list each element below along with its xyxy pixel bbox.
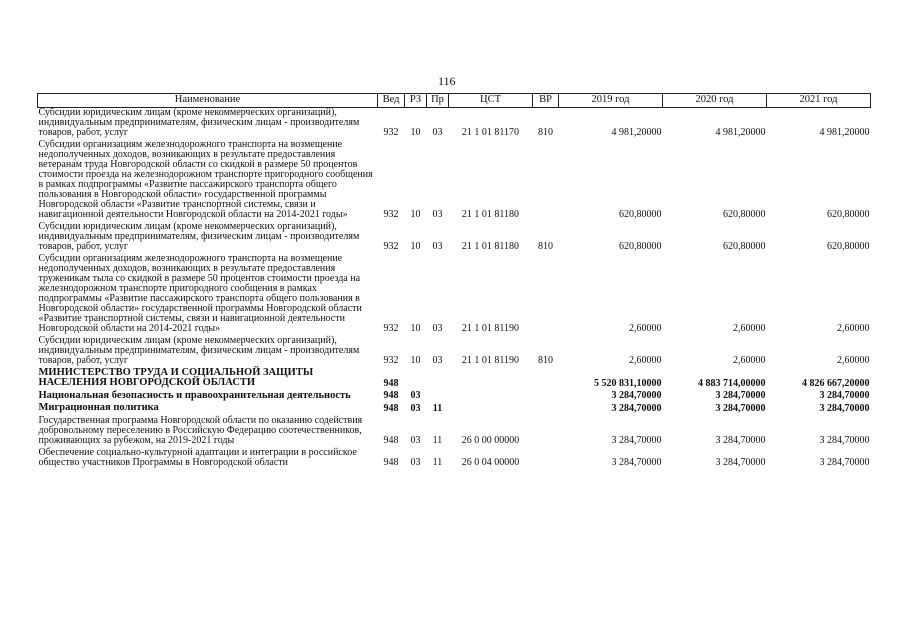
cell-vr: 810 (538, 354, 553, 366)
cell-y2021: 2,60000 (837, 354, 870, 366)
table-row (38, 140, 871, 222)
cell-y2019: 4 981,20000 (611, 126, 662, 138)
cell-cst: 21 1 01 81180 (461, 208, 520, 220)
cell-y2020: 4 981,20000 (715, 126, 766, 138)
cell-y2021: 620,80000 (827, 240, 870, 252)
table-row (38, 222, 871, 254)
cell-ved: 948 (383, 402, 399, 414)
cell-vr (533, 254, 559, 336)
table-row (38, 368, 871, 391)
cell-vr (533, 140, 559, 222)
cell-y2021: 4 826 667,20000 (802, 377, 870, 389)
cell-y2019: 2,60000 (629, 354, 662, 366)
cell-cst: 21 1 01 81190 (461, 354, 520, 366)
cell-y2019: 2,60000 (629, 322, 662, 334)
cell-cst: 26 0 04 00000 (461, 456, 520, 468)
cell-cst (449, 403, 533, 416)
cell-rz: 10 (410, 208, 421, 220)
cell-vr: 810 (538, 240, 553, 252)
cell-y2019: 5 520 831,10000 (594, 377, 662, 389)
cell-pr: 03 (432, 240, 443, 252)
cell-y2020: 3 284,70000 (715, 456, 766, 468)
cell-cst (449, 391, 533, 404)
cell-y2021: 4 981,20000 (819, 126, 870, 138)
cell-y2021: 3 284,70000 (819, 434, 870, 446)
header-2020: 2020 год (663, 94, 767, 108)
header-name: Наименование (38, 94, 378, 108)
cell-rz: 03 (410, 402, 421, 414)
cell-ved: 948 (383, 390, 399, 401)
table-header-row (38, 94, 871, 108)
cell-name: Субсидии юридическим лицам (кроме некоммерческих организаций), индивидуальным предпринимателям, физическим лицам - производителям товаров, работ, услуг (38, 334, 360, 366)
cell-y2019: 620,80000 (619, 208, 662, 220)
cell-y2019: 3 284,70000 (611, 434, 662, 446)
cell-y2021: 3 284,70000 (819, 390, 870, 401)
cell-y2020: 3 284,70000 (715, 402, 766, 414)
cell-vr (533, 368, 559, 391)
cell-ved: 932 (383, 126, 399, 138)
cell-pr: 03 (432, 354, 443, 366)
cell-cst (449, 368, 533, 391)
cell-y2020: 620,80000 (723, 208, 766, 220)
cell-rz (405, 368, 427, 391)
cell-ved: 932 (383, 322, 399, 334)
cell-pr (427, 368, 449, 391)
table-row (38, 448, 871, 470)
cell-pr (427, 391, 449, 404)
cell-rz: 10 (410, 322, 421, 334)
header-2019: 2019 год (559, 94, 663, 108)
cell-pr: 03 (432, 322, 443, 334)
table-row (38, 416, 871, 448)
cell-name: Миграционная политика (38, 402, 159, 413)
table-row (38, 403, 871, 416)
header-2021: 2021 год (767, 94, 871, 108)
cell-y2021: 620,80000 (827, 208, 870, 220)
cell-rz: 03 (410, 456, 421, 468)
cell-pr: 11 (432, 402, 443, 414)
cell-cst: 21 1 01 81190 (461, 322, 520, 334)
cell-rz: 03 (410, 390, 421, 401)
cell-rz: 10 (410, 354, 421, 366)
table-row (38, 254, 871, 336)
cell-y2019: 3 284,70000 (611, 456, 662, 468)
cell-y2020: 3 284,70000 (715, 390, 766, 401)
cell-vr (533, 448, 559, 470)
cell-pr: 03 (432, 126, 443, 138)
cell-pr: 11 (432, 434, 443, 446)
cell-name: Субсидии юридическим лицам (кроме некоммерческих организаций), индивидуальным предпринимателям, физическим лицам - производителям товаров, работ, услуг (38, 220, 360, 252)
cell-y2019: 3 284,70000 (611, 390, 662, 401)
table-row (38, 107, 871, 140)
cell-rz: 10 (410, 126, 421, 138)
cell-name: МИНИСТЕРСТВО ТРУДА И СОЦИАЛЬНОЙ ЗАЩИТЫ НАСЕЛЕНИЯ НОВГОРОДСКОЙ ОБЛАСТИ (38, 366, 314, 388)
cell-ved: 948 (383, 456, 399, 468)
cell-y2020: 3 284,70000 (715, 434, 766, 446)
cell-name: Обеспечение социально-культурной адаптации и интеграции в российское общество участников Программы в Новгородской области (38, 446, 357, 468)
cell-vr (533, 391, 559, 404)
cell-vr: 810 (538, 126, 553, 138)
cell-ved: 932 (383, 354, 399, 366)
cell-ved: 948 (383, 434, 399, 446)
cell-ved: 948 (383, 377, 399, 389)
cell-name: Субсидии организациям железнодорожного транспорта на возмещение недополученных доходов, возникающих в результате предоставления труженикам тыла со скидкой в размере 50 процентов стоимости проезда на железнодорожном транспорте пригородного сообщения в рамках подпрограммы «Развитие пассажирского транспорта общего пользования в Новгородской области» государственной программы Новгородской области «Развитие транспортной системы, связи и навигационной деятельности Новгородской области на 2014-2021 годы» (38, 252, 362, 334)
page-number: 116 (438, 74, 456, 88)
cell-vr (533, 416, 559, 448)
budget-table (37, 93, 871, 470)
cell-name: Субсидии организациям железнодорожного транспорта на возмещение недополученных доходов, возникающих в результате предоставления ветеранам труда Новгородской области со скидкой в размере 50 процентов стоимости проезда на железнодорожном транспорте пригородного сообщения в рамках подпрограммы «Развитие пассажирского транспорта общего пользования в Новгородской области» государственной программы Новгородской области «Развитие транспортной системы, связи и навигационной деятельности Новгородской области на 2014-2021 годы» (38, 138, 373, 220)
table-body (38, 107, 871, 470)
cell-y2020: 620,80000 (723, 240, 766, 252)
header-cst: ЦСТ (449, 94, 533, 108)
header-vr: ВР (533, 94, 559, 108)
cell-y2021: 2,60000 (837, 322, 870, 334)
header-pr: Пр (427, 94, 449, 108)
table-row (38, 391, 871, 404)
cell-pr: 11 (432, 456, 443, 468)
cell-cst: 26 0 00 00000 (461, 434, 520, 446)
cell-y2019: 3 284,70000 (611, 402, 662, 414)
header-ved: Вед (378, 94, 405, 108)
cell-name: Государственная программа Новгородской области по оказанию содействия добровольному переселению в Российскую Федерацию соотечественников, проживающих за рубежом, на 2019-2021 годы (38, 414, 363, 446)
cell-name: Национальная безопасность и правоохранительная деятельность (38, 389, 351, 401)
cell-y2020: 2,60000 (733, 354, 766, 366)
cell-y2020: 2,60000 (733, 322, 766, 334)
cell-cst: 21 1 01 81180 (461, 240, 520, 252)
cell-name: Субсидии юридическим лицам (кроме некоммерческих организаций), индивидуальным предпринимателям, физическим лицам - производителям товаров, работ, услуг (38, 106, 360, 138)
cell-y2021: 3 284,70000 (819, 456, 870, 468)
cell-rz: 03 (410, 434, 421, 446)
cell-vr (533, 403, 559, 416)
header-rz: РЗ (405, 94, 427, 108)
cell-rz: 10 (410, 240, 421, 252)
cell-cst: 21 1 01 81170 (461, 126, 520, 138)
cell-y2020: 4 883 714,00000 (698, 377, 766, 389)
cell-pr: 03 (432, 208, 443, 220)
cell-y2021: 3 284,70000 (819, 402, 870, 414)
cell-y2019: 620,80000 (619, 240, 662, 252)
cell-ved: 932 (383, 208, 399, 220)
table-row (38, 336, 871, 368)
cell-ved: 932 (383, 240, 399, 252)
